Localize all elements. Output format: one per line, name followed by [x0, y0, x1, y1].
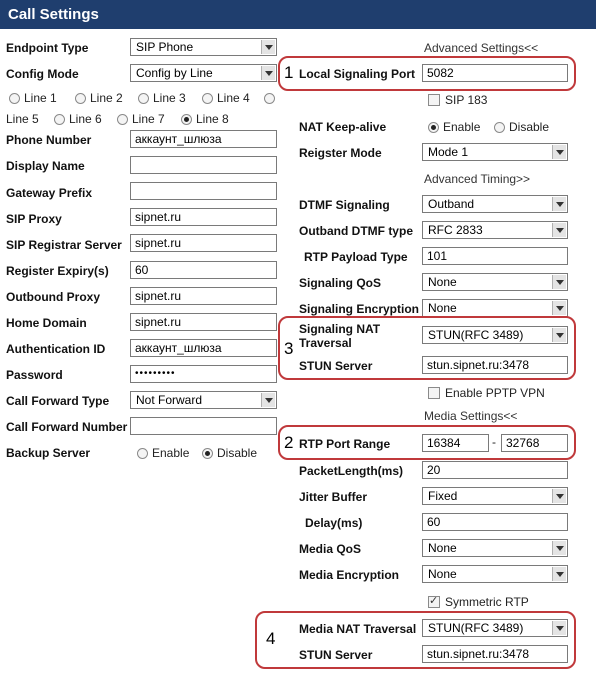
- signaling-encryption-value: None: [428, 301, 457, 315]
- password-label: Password: [6, 368, 63, 382]
- sip-proxy-label: SIP Proxy: [6, 212, 62, 226]
- media-encryption-select[interactable]: [422, 565, 568, 583]
- symmetric-rtp-label: Symmetric RTP: [445, 595, 529, 609]
- nat-keepalive-disable-label: Disable: [509, 120, 550, 134]
- line-4-label: Line 4: [217, 91, 250, 105]
- media-qos-select[interactable]: [422, 539, 568, 557]
- outbound-proxy-label: Outbound Proxy: [6, 290, 100, 304]
- gateway-prefix-label: Gateway Prefix: [6, 186, 93, 200]
- line-6-radio[interactable]: [54, 114, 65, 125]
- call-forward-number-input[interactable]: [130, 417, 277, 435]
- line-8-radio[interactable]: [181, 114, 192, 125]
- delay-input[interactable]: 60: [422, 513, 568, 531]
- config-mode-select[interactable]: [130, 64, 277, 82]
- config-mode-value: Config by Line: [136, 66, 213, 80]
- nat-keepalive-label: NAT Keep-alive: [299, 120, 387, 134]
- highlight-box-4: [255, 611, 576, 669]
- media-encryption-value: None: [428, 567, 457, 581]
- backup-server-enable-radio[interactable]: [137, 448, 148, 459]
- line-7-radio[interactable]: [117, 114, 128, 125]
- chevron-down-icon: [261, 40, 275, 54]
- line-2-label: Line 2: [90, 91, 123, 105]
- dtmf-signaling-value: Outband: [428, 197, 475, 211]
- signaling-nat-traversal-label-1: Signaling NAT: [299, 322, 381, 336]
- media-nat-traversal-label: Media NAT Traversal: [299, 622, 417, 636]
- backup-server-label: Backup Server: [6, 446, 91, 460]
- annotation-number-1: 1: [284, 63, 294, 82]
- rtp-port-range-separator: -: [492, 435, 496, 449]
- auth-id-label: Authentication ID: [6, 342, 106, 356]
- outbound-proxy-input[interactable]: sipnet.ru: [130, 287, 277, 305]
- outband-dtmf-type-value: RFC 2833: [428, 223, 483, 237]
- packet-length-input[interactable]: 20: [422, 461, 568, 479]
- phone-number-label: Phone Number: [6, 133, 92, 147]
- jitter-buffer-select[interactable]: [422, 487, 568, 505]
- local-signaling-port-input[interactable]: 5082: [422, 64, 568, 82]
- line-1-radio[interactable]: [9, 93, 20, 104]
- home-domain-label: Home Domain: [6, 316, 87, 330]
- page-title: Call Settings: [0, 0, 596, 29]
- call-forward-type-label: Call Forward Type: [6, 394, 110, 408]
- media-qos-value: None: [428, 541, 457, 555]
- media-nat-traversal-value: STUN(RFC 3489): [428, 621, 524, 635]
- chevron-down-icon: [552, 275, 566, 289]
- auth-id-input[interactable]: аккаунт_шлюза: [130, 339, 277, 357]
- signaling-nat-traversal-value: STUN(RFC 3489): [428, 328, 524, 342]
- chevron-down-icon: [552, 567, 566, 581]
- chevron-down-icon: [552, 197, 566, 211]
- endpoint-type-value: SIP Phone: [136, 40, 194, 54]
- line-3-radio[interactable]: [138, 93, 149, 104]
- config-mode-label: Config Mode: [6, 67, 79, 81]
- highlight-box-1: [278, 56, 576, 91]
- display-name-label: Display Name: [6, 159, 85, 173]
- display-name-input[interactable]: [130, 156, 277, 174]
- line-2-radio[interactable]: [75, 93, 86, 104]
- rtp-port-to-input[interactable]: 32768: [501, 434, 568, 452]
- outband-dtmf-type-label: Outband DTMF type: [299, 224, 413, 238]
- line-5-radio[interactable]: [264, 93, 275, 104]
- register-mode-select[interactable]: [422, 143, 568, 161]
- line-5-label: Line 5: [6, 112, 39, 126]
- gateway-prefix-input[interactable]: [130, 182, 277, 200]
- stun-server-1-label: STUN Server: [299, 359, 373, 373]
- stun-server-1-input[interactable]: stun.sipnet.ru:3478: [422, 356, 568, 374]
- chevron-down-icon: [552, 541, 566, 555]
- line-6-label: Line 6: [69, 112, 102, 126]
- media-qos-label: Media QoS: [299, 542, 362, 556]
- sip-proxy-input[interactable]: sipnet.ru: [130, 208, 277, 226]
- nat-keepalive-disable-radio[interactable]: [494, 122, 505, 133]
- line-1-label: Line 1: [24, 91, 57, 105]
- nat-keepalive-enable-radio[interactable]: [428, 122, 439, 133]
- media-encryption-label: Media Encryption: [299, 568, 400, 582]
- backup-server-disable-radio[interactable]: [202, 448, 213, 459]
- phone-number-input[interactable]: аккаунт_шлюза: [130, 130, 277, 148]
- signaling-qos-select[interactable]: [422, 273, 568, 291]
- stun-server-2-input[interactable]: stun.sipnet.ru:3478: [422, 645, 568, 663]
- signaling-qos-value: None: [428, 275, 457, 289]
- chevron-down-icon: [552, 489, 566, 503]
- jitter-buffer-label: Jitter Buffer: [299, 490, 368, 504]
- annotation-number-3: 3: [284, 339, 294, 358]
- advanced-timing-link[interactable]: Advanced Timing>>: [424, 172, 531, 186]
- home-domain-input[interactable]: sipnet.ru: [130, 313, 277, 331]
- line-7-label: Line 7: [132, 112, 165, 126]
- register-mode-label: Reigster Mode: [299, 146, 382, 160]
- chevron-down-icon: [261, 66, 275, 80]
- highlight-box-2: [278, 425, 576, 460]
- enable-pptp-label: Enable PPTP VPN: [445, 386, 545, 400]
- line-3-label: Line 3: [153, 91, 186, 105]
- sip-registrar-label: SIP Registrar Server: [6, 238, 122, 252]
- sip183-label: SIP 183: [445, 93, 488, 107]
- advanced-settings-link[interactable]: Advanced Settings<<: [424, 41, 539, 55]
- register-expiry-input[interactable]: 60: [130, 261, 277, 279]
- line-4-radio[interactable]: [202, 93, 213, 104]
- rtp-port-range-label: RTP Port Range: [299, 437, 391, 451]
- local-signaling-port-label: Local Signaling Port: [299, 67, 416, 81]
- rtp-payload-type-label: RTP Payload Type: [304, 250, 408, 264]
- sip-registrar-input[interactable]: sipnet.ru: [130, 234, 277, 252]
- signaling-nat-traversal-label-2: Traversal: [299, 336, 352, 350]
- rtp-port-from-input[interactable]: 16384: [422, 434, 489, 452]
- enable-pptp-checkbox[interactable]: [428, 387, 440, 399]
- packet-length-label: PacketLength(ms): [299, 464, 404, 478]
- endpoint-type-label: Endpoint Type: [6, 41, 89, 55]
- backup-server-disable-label: Disable: [217, 446, 258, 460]
- call-forward-type-value: Not Forward: [136, 393, 203, 407]
- line-8-label: Line 8: [196, 112, 229, 126]
- endpoint-type-select[interactable]: [130, 38, 277, 56]
- delay-label: Delay(ms): [305, 516, 363, 530]
- signaling-encryption-label: Signaling Encryption: [299, 302, 420, 316]
- chevron-down-icon: [552, 145, 566, 159]
- signaling-encryption-select[interactable]: [422, 299, 568, 317]
- chevron-down-icon: [552, 223, 566, 237]
- chevron-down-icon: [552, 301, 566, 315]
- call-forward-type-select[interactable]: [130, 391, 277, 409]
- annotation-number-4: 4: [266, 629, 276, 648]
- media-settings-link[interactable]: Media Settings<<: [424, 409, 518, 423]
- dtmf-signaling-select[interactable]: [422, 195, 568, 213]
- register-mode-value: Mode 1: [428, 145, 469, 159]
- chevron-down-icon: [261, 393, 275, 407]
- password-input[interactable]: •••••••••: [130, 365, 277, 383]
- jitter-buffer-value: Fixed: [428, 489, 458, 503]
- register-expiry-label: Register Expiry(s): [6, 264, 109, 278]
- outband-dtmf-type-select[interactable]: [422, 221, 568, 239]
- stun-server-2-label: STUN Server: [299, 648, 373, 662]
- sip183-checkbox[interactable]: [428, 94, 440, 106]
- annotation-number-2: 2: [284, 433, 294, 452]
- nat-keepalive-enable-label: Enable: [443, 120, 481, 134]
- backup-server-enable-label: Enable: [152, 446, 190, 460]
- rtp-payload-type-input[interactable]: 101: [422, 247, 568, 265]
- call-forward-number-label: Call Forward Number: [6, 420, 128, 434]
- highlight-box-3: [278, 316, 576, 380]
- signaling-qos-label: Signaling QoS: [299, 276, 382, 290]
- symmetric-rtp-checkbox[interactable]: [428, 596, 440, 608]
- dtmf-signaling-label: DTMF Signaling: [299, 198, 390, 212]
